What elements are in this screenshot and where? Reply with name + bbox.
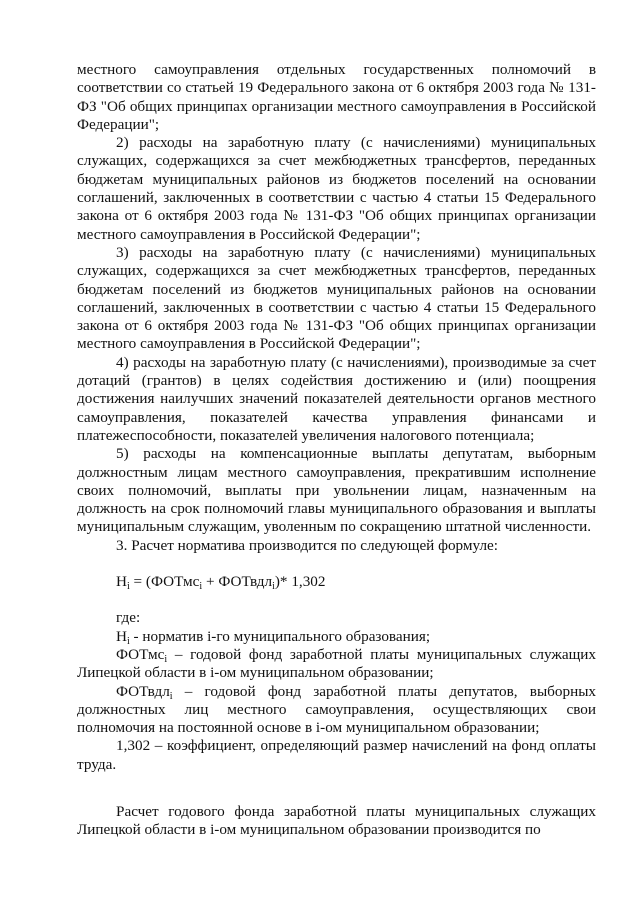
- formula-tail: )* 1,302: [274, 573, 326, 591]
- definition-h-sub: i: [126, 635, 130, 647]
- where-label: где:: [116, 609, 141, 627]
- definition-h-symbol: Н: [116, 627, 127, 645]
- formula-eq: = (ФОТмс: [129, 573, 200, 591]
- spacer: [77, 555, 596, 573]
- formula-sub-3: i: [272, 581, 275, 593]
- paragraph-formula-intro: 3. Расчет норматива производится по следующей формуле:: [116, 536, 498, 554]
- paragraph-item-5: 5) расходы на компенсационные выплаты депутатам, выборным должностным лицам местного самоуправления, прекратившим исполнение своих полномочий, выплаты при увольнении лицам, назначенным на должность на срок полномочий главы муниципального образования и выплаты муниципальным служащим, уволенным по сокращению штатной численности.: [77, 445, 596, 536]
- definition-coefficient: 1,302 – коэффициент, определяющий размер начислений на фонд оплаты труда.: [77, 737, 596, 773]
- definition-fotms-sub: i: [164, 653, 168, 665]
- definition-fotvdl-text: – годовой фонд заработной платы депутатов, выборных должностных лиц местного самоуправления, осуществляющих свои полномочия на постоянной основе в i-ом муниципальном образовании;: [77, 682, 596, 737]
- definition-fotms-symbol: ФОТмс: [116, 645, 165, 663]
- formula-sub-2: i: [199, 581, 203, 593]
- formula-h: Н: [116, 573, 127, 591]
- formula-sub-1: i: [126, 581, 130, 593]
- formula-plus: + ФОТвдл: [202, 573, 273, 591]
- definition-h: [77, 628, 596, 646]
- definition-h-text: - норматив i-го муниципального образования;: [129, 627, 431, 645]
- formula: [77, 573, 596, 591]
- definition-fotvdl-sub: i: [169, 690, 173, 702]
- paragraph-continuation: местного самоуправления отдельных государственных полномочий в соответствии со статьей 19 Федерального закона от 6 октября 2003 года № 131-ФЗ "Об общих принципах организации местного самоуправления в Российской Федерации";: [77, 61, 596, 133]
- spacer: [77, 774, 596, 803]
- paragraph-closing: Расчет годового фонда заработной платы муниципальных служащих Липецкой области в i-ом муниципальном образовании производится по: [77, 802, 596, 839]
- definition-fotms-text: – годовой фонд заработной платы муниципальных служащих Липецкой области в i-ом муниципальном образовании;: [77, 645, 596, 682]
- definition-fotvdl: [77, 683, 596, 738]
- paragraph-item-3: 3) расходы на заработную плату (с начислениями) муниципальных служащих, содержащихся за счет межбюджетных трансфертов, переданных бюджетам поселений из бюджетов муниципальных районов на основании соглашений, заключенных в соответствии с частью 4 статьи 15 Федерального закона от 6 октября 2003 года № 131-ФЗ "Об общих принципах организации местного самоуправления в Российской Федерации";: [77, 243, 596, 353]
- definition-fotms: [77, 646, 596, 683]
- paragraph-item-4: 4) расходы на заработную плату (с начислениями), производимые за счет дотаций (грантов) в целях содействия достижению и (или) поощрения достижения наилучших значений показателей деятельности органов местного самоуправления, показателей качества управления финансами и платежеспособности, показателей увеличения налогового потенциала;: [77, 353, 596, 444]
- definition-fotvdl-symbol: ФОТвдл: [116, 682, 170, 700]
- spacer: [77, 591, 596, 609]
- paragraph-item-2: 2) расходы на заработную плату (с начислениями) муниципальных служащих, содержащихся за счет межбюджетных трансфертов, переданных бюджетам муниципальных районов из бюджетов поселений на основании соглашений, заключенных в соответствии с частью 4 статьи 15 Федерального закона от 6 октября 2003 года № 131-ФЗ "Об общих принципах организации местного самоуправления в Российской Федерации";: [77, 134, 596, 243]
